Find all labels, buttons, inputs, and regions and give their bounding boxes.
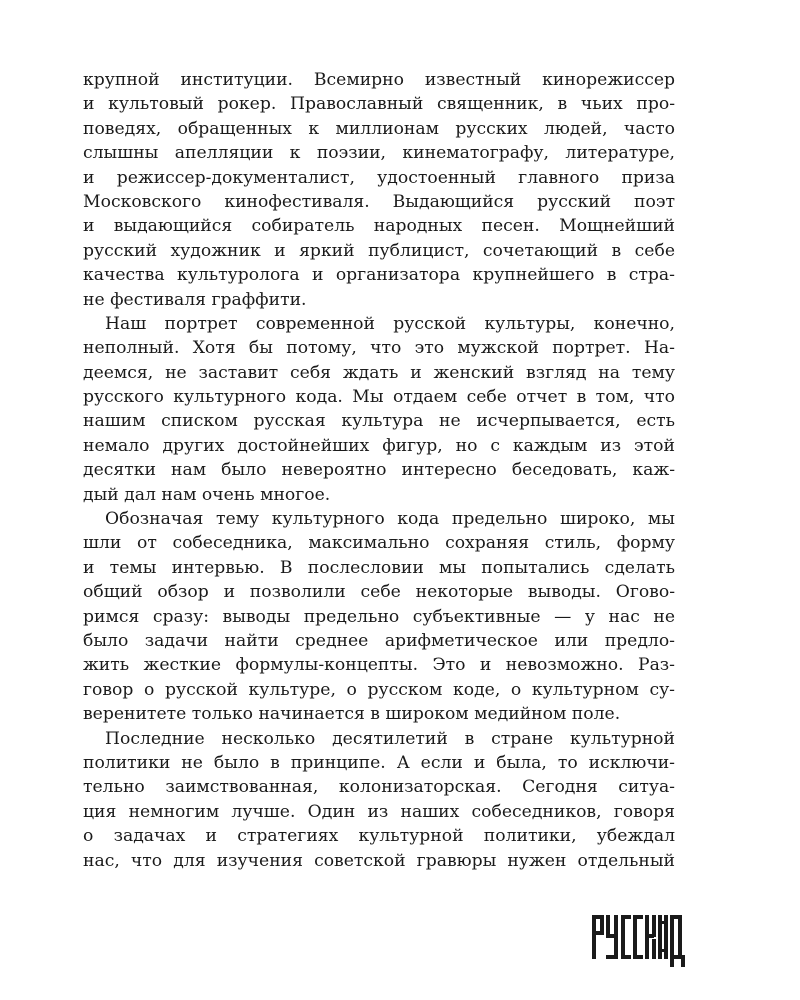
text-line: и режиссер-документалист, удостоенный главного приза [83, 167, 675, 188]
text-line: русский художник и яркий публицист, сочетающий в себе [83, 240, 675, 261]
text-line: о задачах и стратегиях культурной политики, убеждал [83, 826, 675, 847]
publisher-logo [592, 913, 685, 973]
text-line: ция немногим лучше. Один из наших собеседников, говоря [83, 801, 675, 822]
text-line: дый дал нам очень многое. [83, 484, 331, 505]
text-line: общий обзор и позволили себе некоторые выводы. Огово- [83, 582, 675, 603]
text-line: говор о русской культуре, о русском коде, о культурном су- [83, 679, 675, 700]
text-line: Московского кинофестиваля. Выдающийся русский поэт [83, 191, 675, 212]
text-line: слышны апелляции к поэзии, кинематографу, литературе, [83, 143, 675, 164]
text-line: деемся, не заставит себя ждать и женский взгляд на тему [83, 362, 675, 383]
text-line: жить жесткие формулы-концепты. Это и невозможно. Раз- [83, 655, 675, 676]
text-line: было задачи найти среднее арифметическое или предло- [83, 630, 675, 651]
text-line: и темы интервью. В послесловии мы попытались сделать [83, 557, 675, 578]
text-line: качества культуролога и организатора крупнейшего в стра- [83, 265, 675, 286]
text-line: Последние несколько десятилетий в стране культурной [105, 728, 675, 749]
text-line: и выдающийся собиратель народных песен. Мощнейший [83, 216, 675, 237]
text-line: тельно заимствованная, колонизаторская. Сегодня ситуа- [83, 777, 675, 798]
text-line: неполный. Хотя бы потому, что это мужской портрет. На- [83, 338, 675, 359]
text-line: крупной институции. Всемирно известный кинорежиссер [83, 70, 675, 90]
text-line: не фестиваля граффити. [83, 289, 307, 310]
text-line: русского культурного кода. Мы отдаем себе отчет в том, что [83, 387, 675, 408]
text-line: римся сразу: выводы предельно субъективные — у нас не [83, 606, 675, 627]
text-line: веренитете только начинается в широком медийном поле. [83, 704, 621, 725]
text-line: поведях, обращенных к миллионам русских людей, часто [83, 118, 675, 139]
text-line: и культовый рокер. Православный священник, в чьих про- [83, 94, 675, 115]
text-line: политики не было в принципе. А если и была, то исключи- [83, 752, 675, 773]
page-body-text [83, 68, 675, 873]
text-line: десятки нам было невероятно интересно беседовать, каж- [83, 460, 675, 481]
text-line: шли от собеседника, максимально сохраняя стиль, форму [83, 533, 675, 554]
text-line: немало других достойнейших фигур, но с каждым из этой [83, 435, 675, 456]
text-line: нашим списком русская культура не исчерпывается, есть [83, 411, 675, 432]
text-line: Обозначая тему культурного кода предельно широко, мы [105, 509, 675, 530]
text-line: нас, что для изучения советской гравюры нужен отдельный [83, 850, 675, 871]
text-line: Наш портрет современной русской культуры, конечно, [105, 313, 675, 334]
